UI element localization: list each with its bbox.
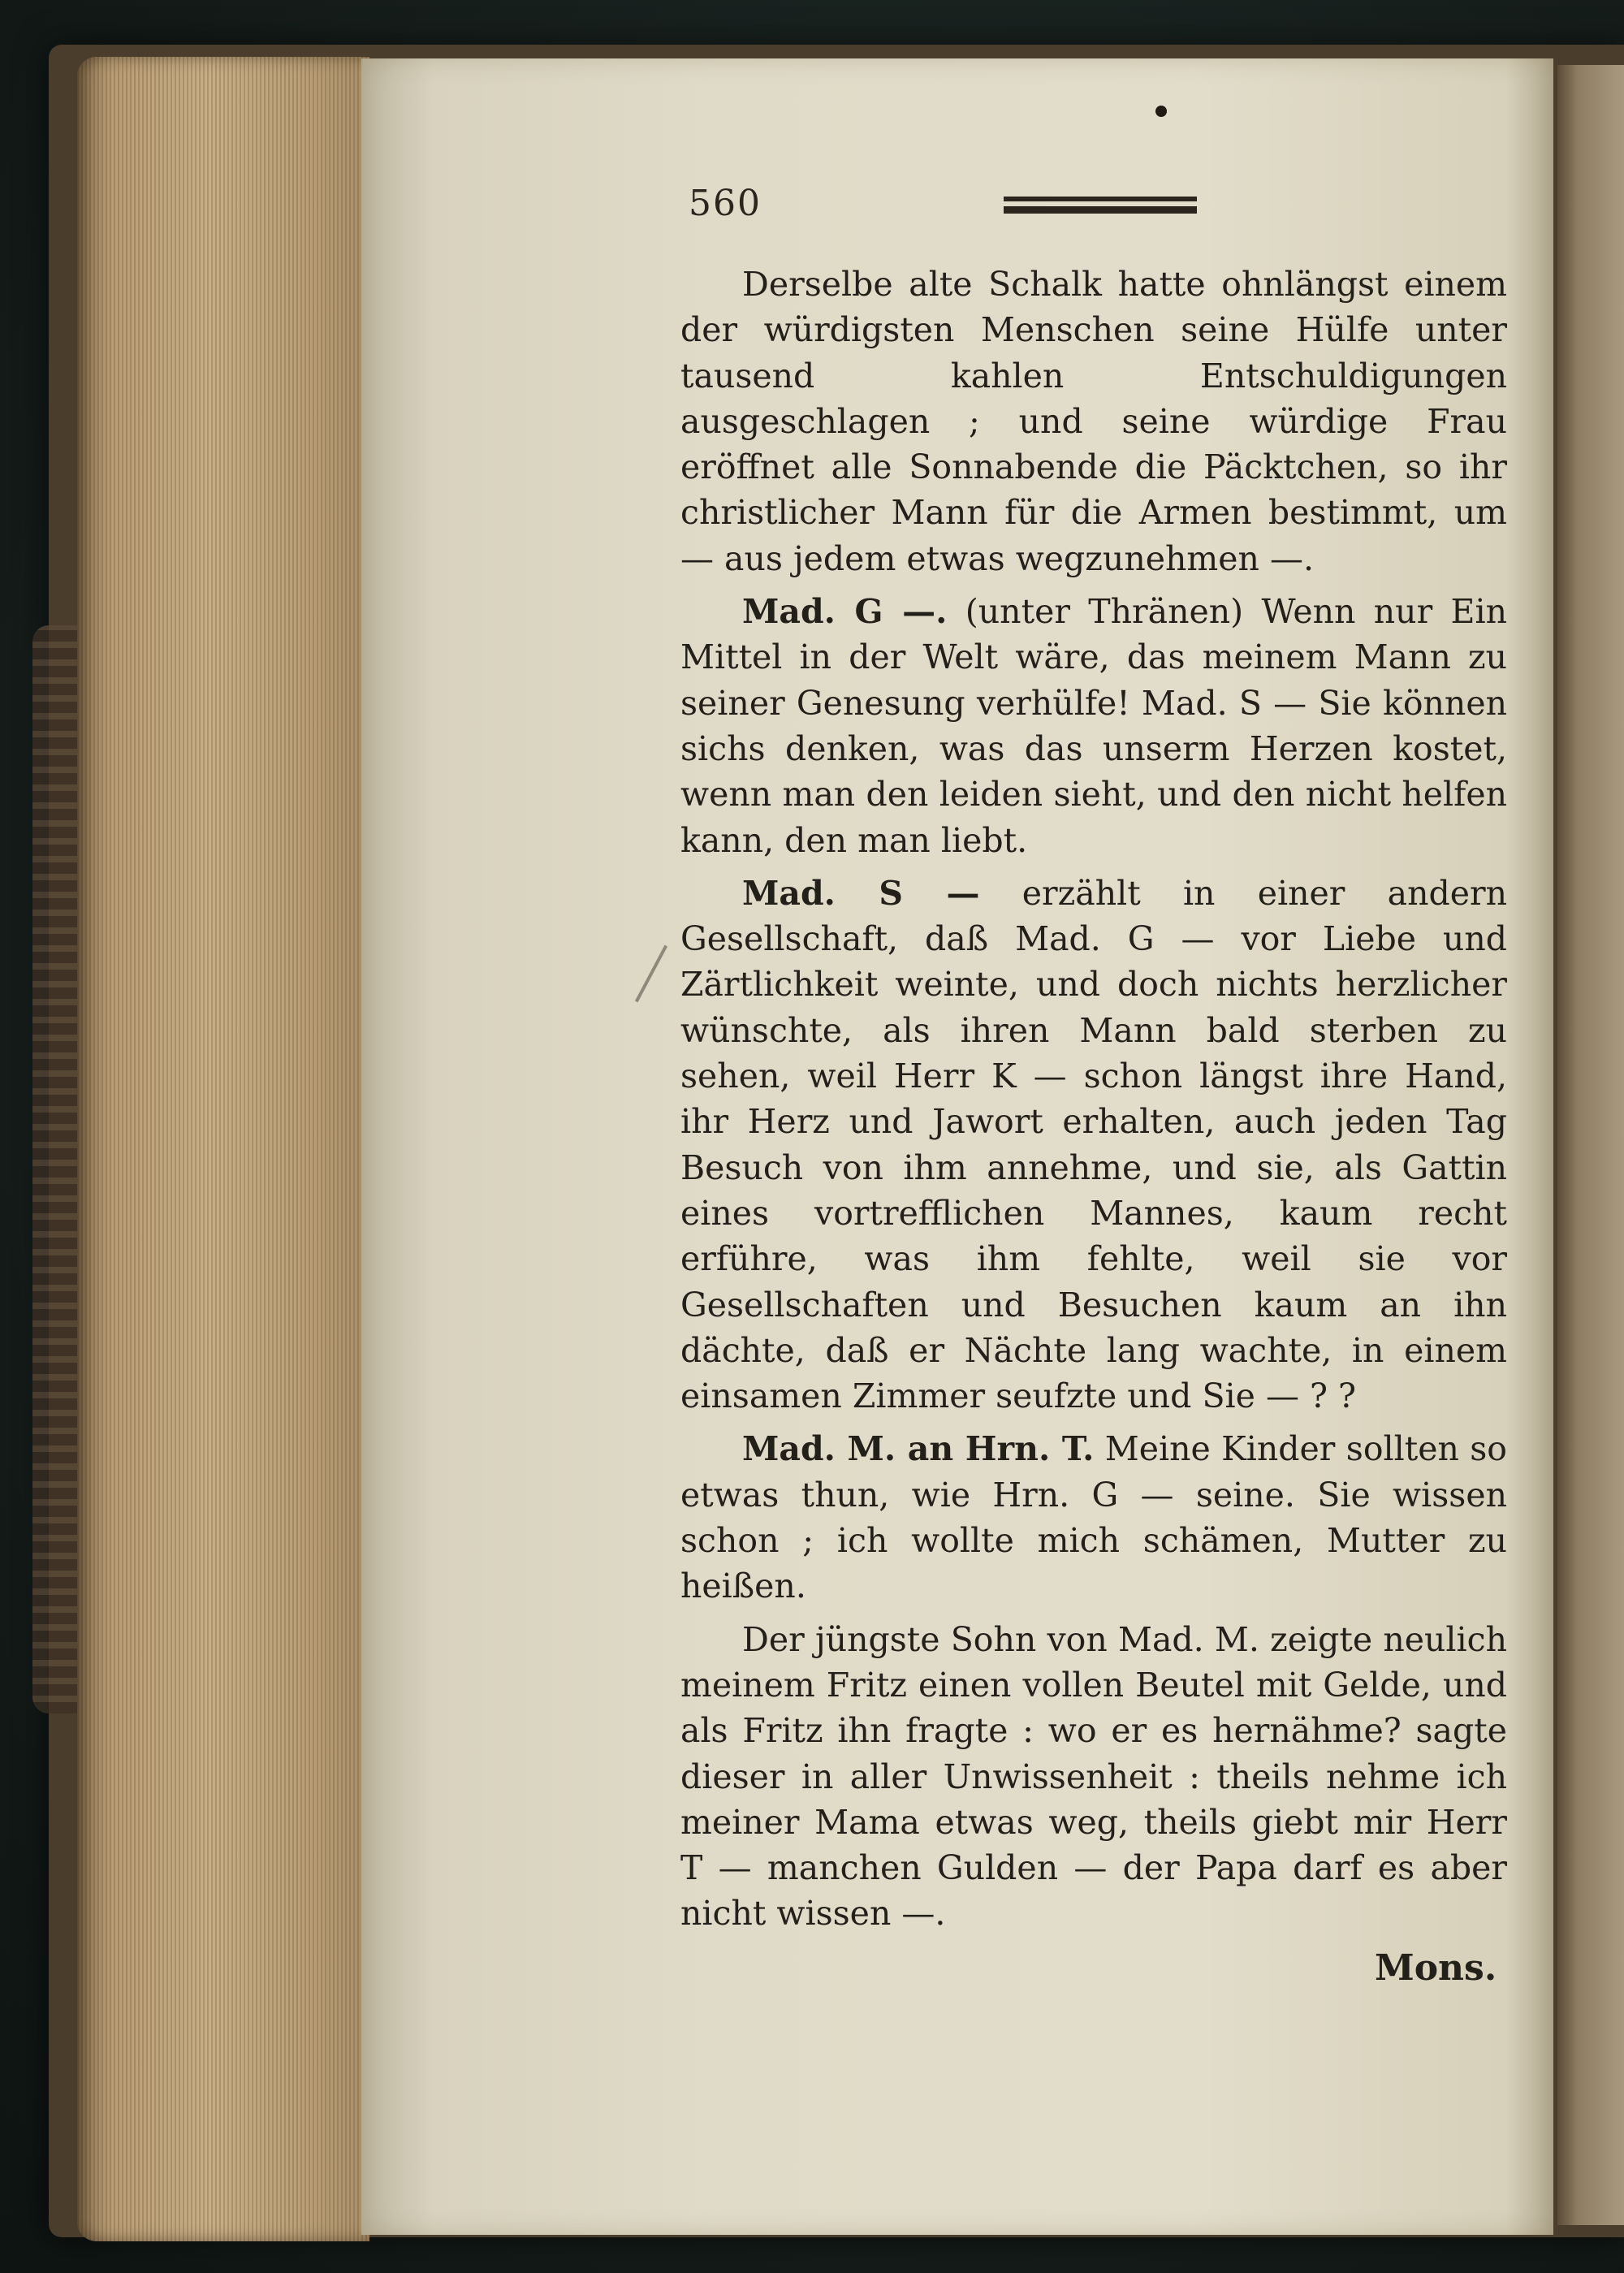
paragraph-text: erzählt in einer andern Gesellschaft, daß Mad. G — vor Liebe und Zärtlichkeit weinte, und doch nichts herzlicher wünschte, als ihren Mann bald sterben zu sehen, weil Herr K — schon längst ihre Hand, ihr Herz und Jawort erhalten, auch jeden Tag Besuch von ihm annehme, und sie, als Gattin eines vortrefflichen Mannes, kaum recht erführe, was ihm fehlte, weil sie vor Gesellschaften und Besuchen kaum an ihn dächte, daß er Nächte lang wachte, in einem einsamen Zimmer seufzte und Sie — ? ? [680, 873, 1507, 1416]
paragraph-3 [680, 871, 1507, 1420]
speaker-label: Mad. G —. [742, 592, 948, 632]
paragraph-1 [680, 261, 1507, 581]
page-block-edges [77, 57, 369, 2241]
paragraph-5 [680, 1617, 1507, 1937]
paragraph-4 [680, 1426, 1507, 1609]
page-body [680, 261, 1507, 1944]
paragraph-2 [680, 589, 1507, 863]
speaker-label: Mad. S — [742, 873, 980, 913]
facing-page-edge [1557, 65, 1624, 2225]
ink-spot [1155, 106, 1167, 117]
paragraph-text: (unter Thränen) Wenn nur Ein Mittel in der Welt wäre, das meinem Mann zu seiner Genesung verhülfe! Mad. S — Sie können sichs denken, was das unserm Herzen kostet, wenn man den leiden sieht, und den nicht helfen kann, den man liebt. [680, 592, 1507, 860]
page-number: 560 [689, 183, 762, 224]
header-rule [1004, 197, 1197, 214]
paragraph-text: Meine Kinder sollten so etwas thun, wie Hrn. G — seine. Sie wissen schon ; ich wollte mich schämen, Mutter zu heißen. [680, 1429, 1507, 1606]
paragraph-text: Der jüngste Sohn von Mad. M. zeigte neulich meinem Fritz einen vollen Beutel mit Gelde, und als Fritz ihn fragte : wo er es hernähme? sagte dieser in aller Unwissenheit : theils nehme ich meiner Mama etwas weg, theils giebt mir Herr T — manchen Gulden — der Papa darf es aber nicht wissen —. [680, 1619, 1507, 1934]
catchword: Mons. [1375, 1947, 1497, 1989]
speaker-label: Mad. M. an Hrn. T. [742, 1429, 1095, 1469]
paragraph-text: Derselbe alte Schalk hatte ohnlängst einem der würdigsten Menschen seine Hülfe unter tausend kahlen Entschuldigungen ausgeschlagen ; und seine würdige Frau eröffnet alle Sonnabende die Päcktchen, so ihr christlicher Mann für die Armen bestimmt, um — aus jedem etwas wegzunehmen —. [680, 265, 1507, 578]
